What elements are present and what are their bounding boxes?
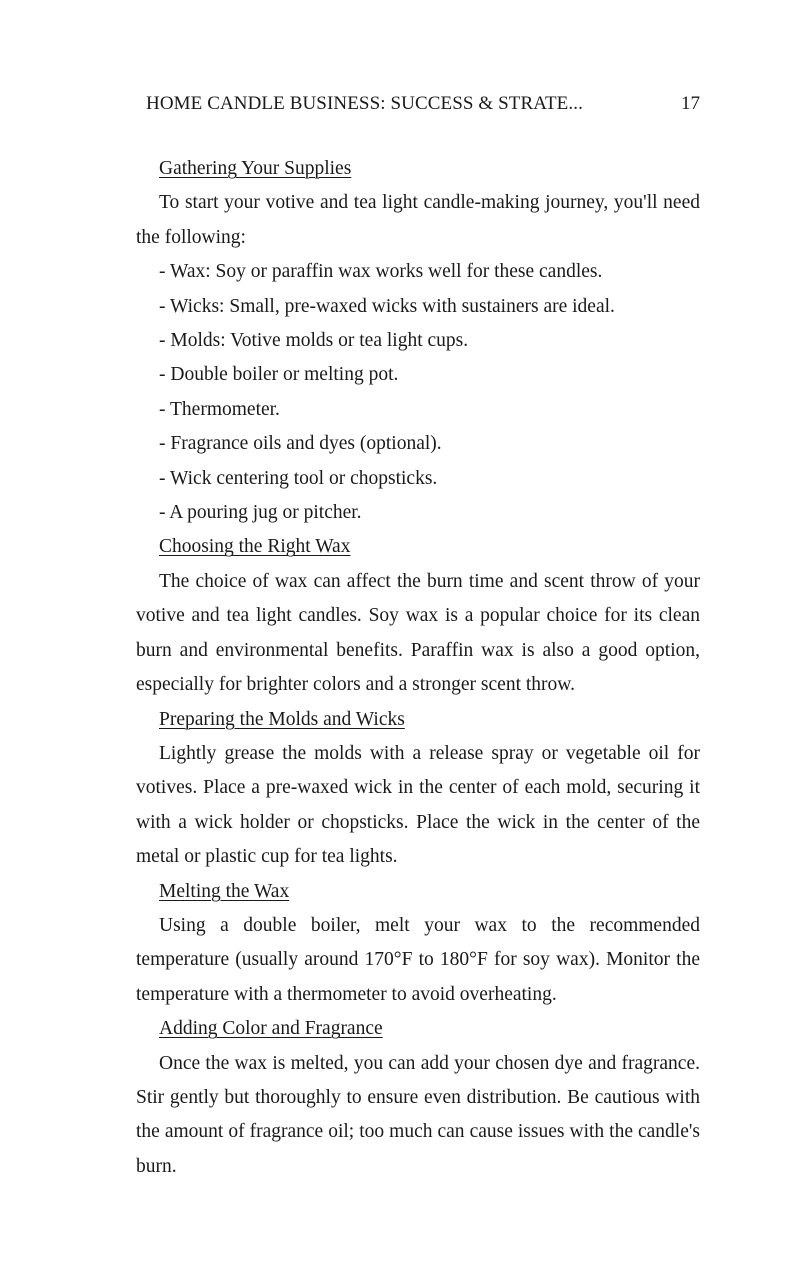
section-paragraph-choosing-wax: The choice of wax can affect the burn time and scent throw of your votive and tea light candles. Soy wax is a popular choice for its clean burn and environmental benefits. Paraffin wax is also a good option, especially for brighter colors and a stronger scent throw. (136, 570, 700, 696)
list-item: - Double boiler or melting pot. (159, 364, 399, 386)
list-item: - Thermometer. (159, 398, 280, 420)
section-paragraph-melting-wax: Using a double boiler, melt your wax to the recommended temperature (usually around 170°F to 180°F for soy wax). Monitor the temperature with a thermometer to avoid overheating. (136, 914, 700, 1005)
section-heading-color-fragrance: Adding Color and Fragrance (159, 1018, 383, 1040)
section-heading-preparing-molds: Preparing the Molds and Wicks (159, 708, 405, 730)
list-item: - Wicks: Small, pre-waxed wicks with sustainers are ideal. (159, 295, 615, 317)
list-item: - A pouring jug or pitcher. (159, 502, 362, 524)
list-item: - Molds: Votive molds or tea light cups. (159, 330, 469, 352)
page-body (136, 152, 700, 1184)
section-heading-gathering-supplies: Gathering Your Supplies (159, 158, 352, 179)
list-item: - Wax: Soy or paraffin wax works well for these candles. (159, 261, 603, 283)
running-header (136, 90, 700, 118)
section-heading-choosing-wax: Choosing the Right Wax (159, 536, 351, 558)
supplies-list (136, 255, 700, 530)
page-number: 17 (681, 93, 700, 114)
list-item: - Wick centering tool or chopsticks. (159, 467, 438, 489)
section-paragraph-preparing-molds: Lightly grease the molds with a release spray or vegetable oil for votives. Place a pre-waxed wick in the center of each mold, securing it with a wick holder or chopsticks. Place the wick in the center of the metal or plastic cup for tea lights. (136, 742, 700, 868)
section-paragraph-color-fragrance: Once the wax is melted, you can add your chosen dye and fragrance. Stir gently but thoroughly to ensure even distribution. Be cautious with the amount of fragrance oil; too much can cause issues with the candle's burn. (136, 1052, 700, 1177)
running-title: HOME CANDLE BUSINESS: SUCCESS & STRATE... (146, 93, 583, 114)
list-item: - Fragrance oils and dyes (optional). (159, 433, 442, 455)
section-paragraph-gathering-supplies: To start your votive and tea light candle-making journey, you'll need the following: (136, 192, 700, 248)
section-heading-melting-wax: Melting the Wax (159, 880, 290, 902)
